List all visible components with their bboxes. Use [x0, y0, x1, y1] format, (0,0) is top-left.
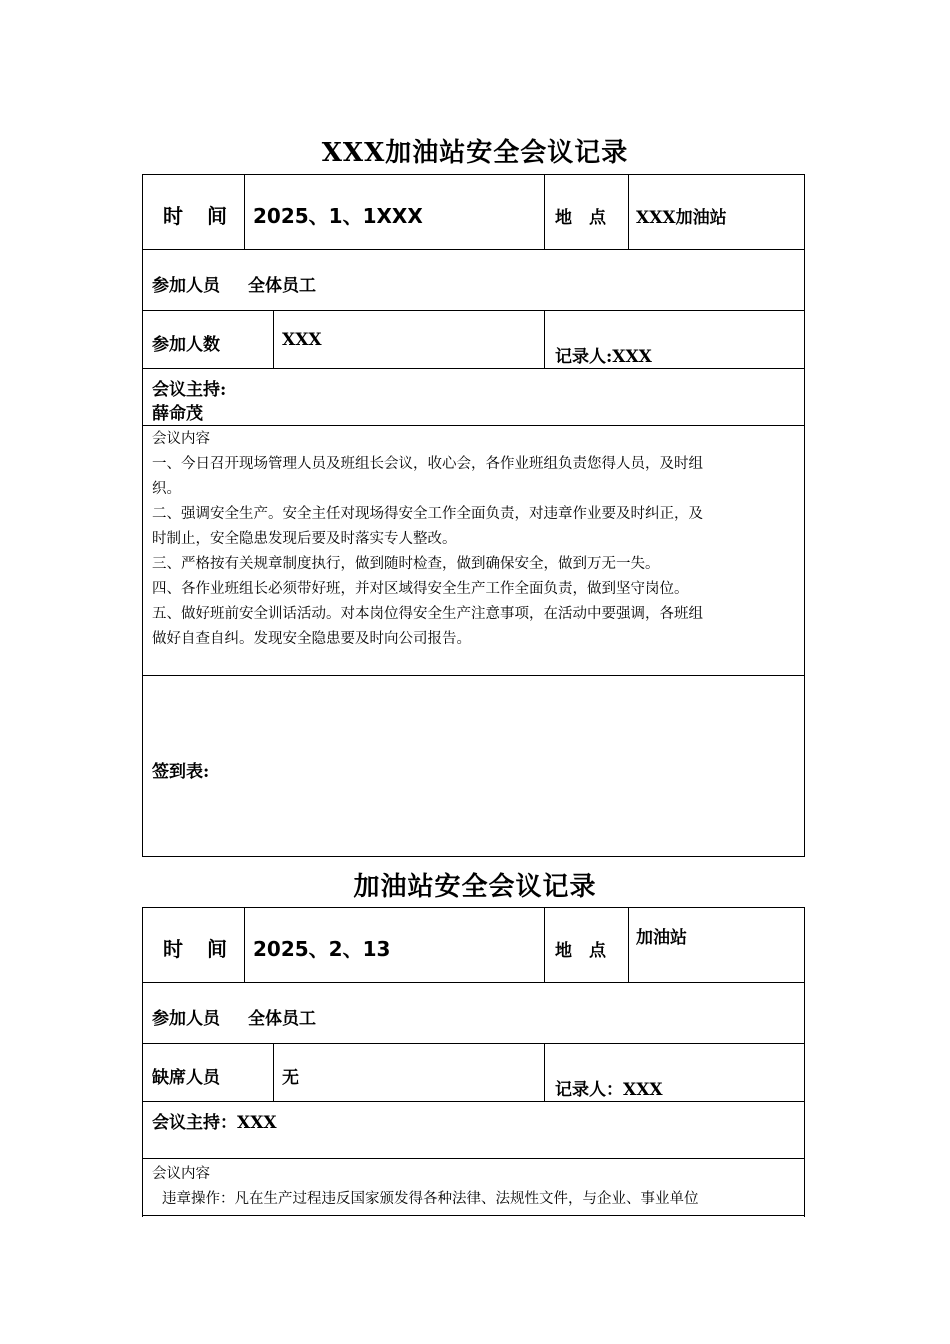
- place-label: 地 点: [555, 941, 606, 961]
- content-line: 做好自查自纠。发现安全隐患要及时向公司报告。: [152, 631, 471, 647]
- count-label: 参加人数: [152, 335, 220, 355]
- host-label: 会议主持:: [152, 380, 227, 400]
- divider: [244, 907, 245, 982]
- divider: [142, 1158, 805, 1159]
- time-value: 2025、2、13: [253, 937, 391, 961]
- content-line: 二、强调安全生产。安全主任对现场得安全工作全面负责，对违章作业要及时纠正，及: [152, 506, 703, 522]
- content-line: 三、严格按有关规章制度执行，做到随时检查，做到确保安全，做到万无一失。: [152, 556, 660, 572]
- place-value: 加油站: [636, 928, 687, 948]
- signin-label: 签到表:: [152, 762, 210, 782]
- recorder: 记录人:XXX: [555, 347, 652, 367]
- time-label: 时 间: [163, 204, 229, 228]
- divider: [142, 249, 805, 250]
- content-heading: 会议内容: [152, 431, 210, 447]
- divider: [142, 310, 805, 311]
- divider: [142, 1043, 805, 1044]
- divider: [244, 174, 245, 249]
- divider: [628, 174, 629, 249]
- place-value: XXX加油站: [636, 208, 727, 228]
- attendees-label: 参加人员: [152, 276, 220, 296]
- place-label: 地 点: [555, 208, 606, 228]
- divider: [142, 1215, 805, 1216]
- content-line: 时制止，安全隐患发现后要及时落实专人整改。: [152, 531, 457, 547]
- divider: [273, 1043, 274, 1101]
- host: 会议主持：XXX: [152, 1113, 277, 1133]
- host-value: 薛命茂: [152, 404, 203, 424]
- divider: [142, 675, 805, 676]
- count-value: XXX: [282, 330, 322, 350]
- content-line: 织。: [152, 481, 181, 497]
- meeting-content: [152, 427, 797, 652]
- content-line: 五、做好班前安全训话活动。对本岗位得安全生产注意事项，在活动中要强调，各班组: [152, 606, 703, 622]
- divider: [628, 907, 629, 982]
- divider: [544, 1043, 545, 1101]
- divider: [142, 368, 805, 369]
- record2-title: 加油站安全会议记录: [353, 872, 597, 902]
- divider: [544, 310, 545, 368]
- divider: [142, 982, 805, 983]
- attendees-value: 全体员工: [248, 1009, 316, 1029]
- attendees-label: 参加人员: [152, 1009, 220, 1029]
- content-line: 违章操作：凡在生产过程违反国家颁发得各种法律、法规性文件，与企业、事业单位: [162, 1191, 699, 1207]
- content-heading: 会议内容: [152, 1166, 210, 1182]
- divider: [544, 907, 545, 982]
- divider: [273, 310, 274, 368]
- record1-title: XXX加油站安全会议记录: [321, 138, 629, 168]
- divider: [142, 425, 805, 426]
- recorder: 记录人：XXX: [555, 1080, 663, 1100]
- time-value: 2025、1、1XXX: [253, 204, 423, 228]
- divider: [142, 1101, 805, 1102]
- attendees-value: 全体员工: [248, 276, 316, 296]
- time-label: 时 间: [163, 937, 229, 961]
- meeting-content: [152, 1162, 797, 1212]
- divider: [544, 174, 545, 249]
- absent-value: 无: [282, 1068, 299, 1088]
- content-line: 一、今日召开现场管理人员及班组长会议，收心会，各作业班组负责您得人员，及时组: [152, 456, 703, 472]
- content-line: 四、各作业班组长必须带好班，并对区域得安全生产工作全面负责，做到坚守岗位。: [152, 581, 689, 597]
- absent-label: 缺席人员: [152, 1068, 220, 1088]
